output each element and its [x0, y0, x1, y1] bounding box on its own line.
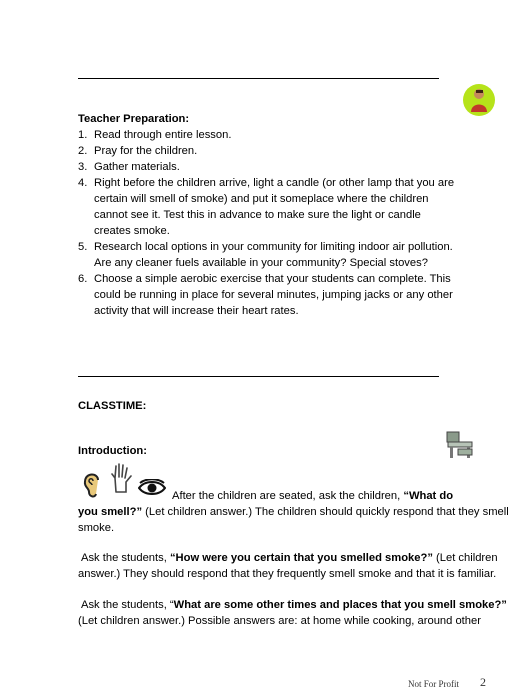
section-divider [78, 376, 439, 377]
page-number: 2 [480, 675, 486, 689]
ear-icon [80, 470, 104, 500]
intro-paragraph-1-line2: you smell?” (Let children answer.) The children should quickly respond that they smell [78, 506, 509, 518]
list-item: 3. Gather materials. [78, 161, 180, 173]
intro-paragraph-1-line3: smoke. [78, 522, 115, 534]
list-item: 2. Pray for the children. [78, 145, 198, 157]
intro-heading: Introduction: [78, 445, 147, 457]
top-divider [78, 78, 439, 79]
intro-paragraph-3: Ask the students, “What are some other times and places that you smell smoke?” [81, 599, 507, 611]
intro-paragraph-3-line2: (Let children answer.) Possible answers are: at home while cooking, around other [78, 615, 481, 627]
list-item: 1. Read through entire lesson. [78, 129, 232, 141]
list-item: 6. Choose a simple aerobic exercise that your students can complete. This could be running in place for several minutes, jumping jacks or any other activity that will increase their heart rates. [78, 273, 453, 317]
classtime-heading: CLASSTIME: [78, 400, 147, 412]
list-item: 5. Research local options in your community for limiting indoor air pollution. Are any cleaner fuels available in your community? Special stoves? [78, 241, 453, 269]
footer-text: Not For Profit [408, 679, 460, 689]
intro-paragraph-2-line2: answer.) They should respond that they frequently smell smoke and that it is familiar. [78, 568, 497, 580]
prep-heading: Teacher Preparation: [78, 113, 190, 125]
teacher-icon [461, 82, 497, 118]
hand-icon [110, 462, 134, 494]
classroom-desk-icon [444, 430, 476, 460]
intro-paragraph-1: After the children are seated, ask the children, “What do [172, 490, 454, 502]
prep-steps-list [78, 127, 454, 319]
intro-paragraph-2: Ask the students, “How were you certain that you smelled smoke?” (Let children [81, 552, 498, 564]
eye-icon [138, 479, 166, 497]
list-item: 4. Right before the children arrive, light a candle (or other lamp that you are certain will smell of smoke) and put it someplace where the children cannot see it. Test this in advance to make sure the light or candle creates smoke. [78, 177, 455, 237]
